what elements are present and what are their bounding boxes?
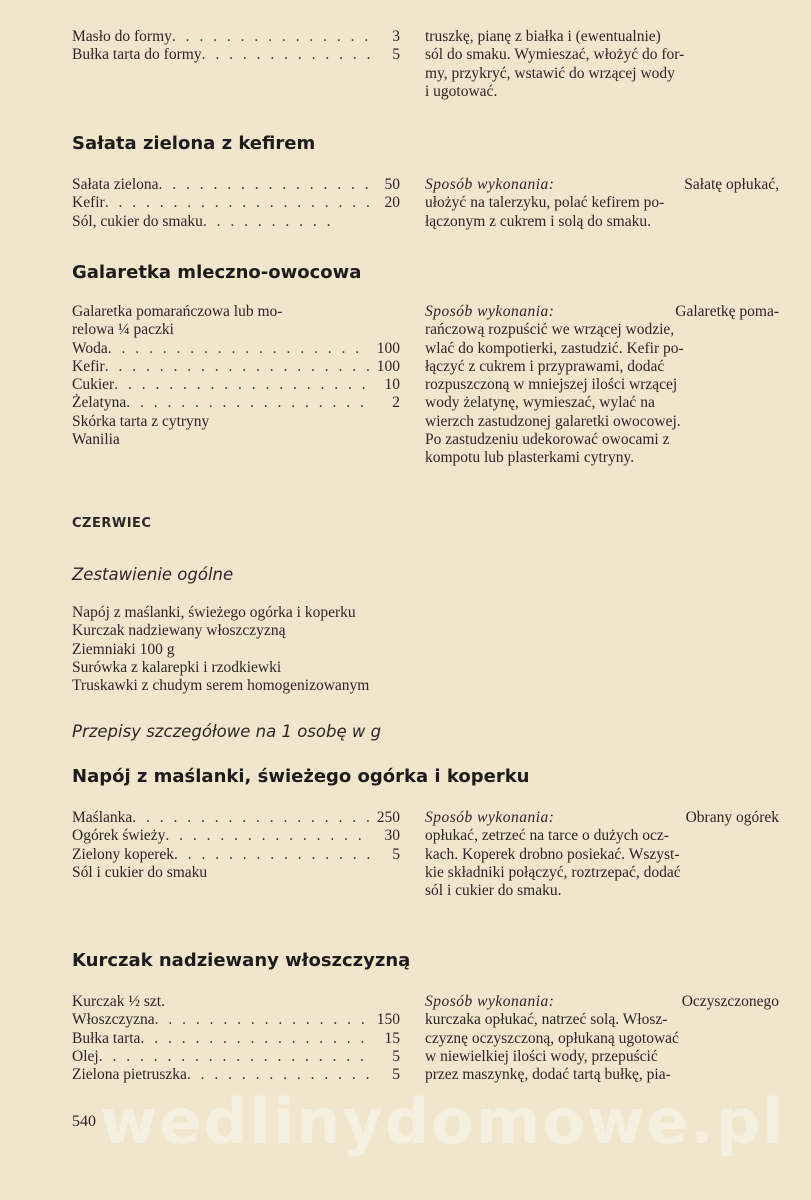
list-item: Napój z maślanki, świeżego ogórka i koperku [72,604,356,621]
ingredients-napoj: Maślanka . . . 250 Ogórek świeży . . . 30 Zielony koperek . . . 5 Sól i cukier do smaku [72,809,400,882]
description-salata: Sposób wykonania: Sałatę opłukać, ułożyć na talerzyku, polać kefirem po- łączonym z cukrem i solą do smaku. [425,176,779,230]
ingredient-row: Olej . . . 5 [72,1048,400,1066]
list-item: Surówka z kalarepki i rzodkiewki [72,658,282,676]
ingredient-row: Cukier . . . 10 [72,376,400,394]
ingredient-row: Maślanka . . . 250 [72,809,400,827]
ingredient-row: Sałata zielona . . . 50 [72,176,400,194]
ingredient-row: Sól, cukier do smaku . . . [72,213,362,231]
overview-list [72,604,369,695]
ingredient-row: Woda . . . 100 [72,340,400,358]
recipe-title-salata: Sałata zielona z kefirem [72,133,316,154]
ingredient-row: Żelatyna . . . 2 [72,394,400,412]
recipe-title-galaretka: Galaretka mleczno-owocowa [72,262,362,283]
overview-title: Zestawienie ogólne [72,565,234,584]
ingredient-row: Masło do formy . . . 3 [72,28,400,46]
ingredient-row: Bułka tarta do formy . . . 5 [72,46,400,64]
details-title: Przepisy szczegółowe na 1 osobę w g [72,722,382,741]
list-item: Kurczak nadziewany włoszczyzną [72,622,286,640]
ingredients-top [72,28,400,65]
ingredient-row: Zielony koperek . . . 5 [72,846,400,864]
recipe-title-kurczak: Kurczak nadziewany włoszczyzną [72,950,411,971]
list-item: Truskawki z chudym serem homogenizowanym [72,677,370,695]
description-napoj: Sposób wykonania: Obrany ogórek opłukać, zetrzeć na tarce o dużych ocz- kach. Koperek drobno posiekać. Wszyst- kie składniki połączyć, roztrzepać, dodać sól i cukier do smaku. [425,809,779,900]
page-number: 540 [72,1113,96,1130]
ingredient-row: Ogórek świeży . . . 30 [72,827,400,845]
watermark: wedlinydomowe.pl [100,1085,786,1158]
description-top: truszkę, pianę z białka i (ewentualnie) sól do smaku. Wymieszać, włożyć do for- my, przykryć, wstawić do wrzącej wody i ugotować. [425,28,685,100]
ingredient-row: Kefir . . . 100 [72,358,400,376]
description-galaretka: Sposób wykonania: Galaretkę poma- rańczową rozpuścić we wrzącej wodzie, wlać do kompotierki, zastudzić. Kefir po- łączyć z cukrem i przyprawami, dodać rozpuszczoną w mniejszej ilości wrzącej wody żelatynę, wymieszać, wylać na wierzch zastudzonej galaretki owocowej. Po zastudzeniu udekorować owocami z kompotu lub plasterkami cytryny. [425,303,779,467]
ingredients-galaretka: Galaretka pomarańczowa lub mo- relowa ¼ paczki Woda . . . 100 Kefir . . . 100 Cukier . . . 10 Żelatyna . . . 2 Skórka tarta z cytryny Wanilia [72,303,400,449]
ingredient-row: Kefir . . . 20 [72,194,400,212]
month-heading: CZERWIEC [72,516,152,531]
ingredients-kurczak: Kurczak ½ szt. Włoszczyzna . . . 150 Bułka tarta . . . 15 Olej . . . 5 Zielona pietruszka . . . 5 [72,993,400,1084]
description-kurczak: Sposób wykonania: Oczyszczonego kurczaka opłukać, natrzeć solą. Włosz- czyznę oczyszczoną, opłukaną ugotować w niewielkiej ilości wody, przepuścić przez maszynkę, dodać tartą bułkę, pia- [425,993,779,1084]
ingredient-row: Włoszczyzna . . . 150 [72,1011,400,1029]
ingredient-row: Bułka tarta . . . 15 [72,1030,400,1048]
list-item: Ziemniaki 100 g [72,640,175,658]
ingredient-row: Zielona pietruszka . . . 5 [72,1066,400,1084]
ingredients-salata [72,176,400,231]
recipe-title-napoj: Napój z maślanki, świeżego ogórka i koperku [72,766,530,787]
